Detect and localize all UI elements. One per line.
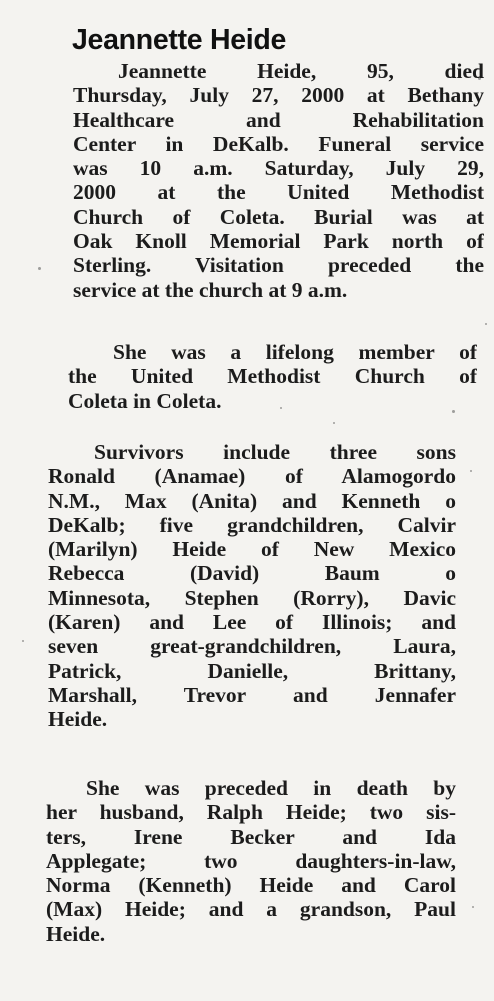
text-line: Coleta in Coleta. — [68, 388, 222, 413]
scan-speck — [22, 640, 24, 642]
text-line: She was a lifelong member of — [113, 340, 477, 364]
text-line: Rebecca (David) Baum o — [48, 561, 456, 586]
text-line: She was preceded in death by — [86, 776, 456, 800]
text-line: DeKalb; five grandchildren, Calvir — [48, 512, 456, 537]
text-line: 2000 at the United Methodist — [73, 180, 484, 205]
text-line: Applegate; two daughters-in-law, — [46, 848, 456, 873]
text-line: seven great-grandchildren, Laura, — [48, 634, 456, 659]
text-line: ters, Irene Becker and Ida — [46, 824, 456, 849]
text-line: her husband, Ralph Heide; two sis- — [46, 800, 456, 825]
text-line: Sterling. Visitation preceded the — [73, 253, 484, 278]
text-line: Center in DeKalb. Funeral service — [73, 131, 484, 156]
scan-speck — [472, 906, 474, 908]
text-line: the United Methodist Church of — [68, 364, 477, 389]
scan-speck — [38, 267, 41, 270]
obituary-headline: Jeannette Heide — [72, 24, 287, 56]
text-line: Thursday, July 27, 2000 at Bethany — [73, 83, 484, 108]
text-line: Marshall, Trevor and Jennafer — [48, 682, 456, 707]
text-line: service at the church at 9 a.m. — [73, 277, 348, 302]
text-line: Heide. — [48, 707, 108, 732]
text-line: Healthcare and Rehabilitation — [73, 107, 484, 132]
obituary-paragraph-survivors — [48, 440, 456, 732]
obituary-paragraph-service — [73, 59, 484, 302]
scan-speck — [485, 323, 487, 325]
text-line: Heide. — [46, 921, 106, 946]
text-line: (Marilyn) Heide of New Mexico — [48, 537, 456, 562]
text-line: N.M., Max (Anita) and Kenneth o — [48, 488, 456, 513]
text-line: Oak Knoll Memorial Park north of — [73, 229, 484, 254]
text-line: was 10 a.m. Saturday, July 29, — [73, 156, 484, 181]
text-line: Church of Coleta. Burial was at — [73, 204, 484, 229]
text-line: Patrick, Danielle, Brittany, — [48, 658, 456, 683]
text-line: (Karen) and Lee of Illinois; and — [48, 610, 456, 635]
obituary-paragraph-preceded — [46, 776, 456, 946]
scan-speck — [333, 422, 335, 424]
text-line: Norma (Kenneth) Heide and Carol — [46, 873, 456, 898]
text-line: (Max) Heide; and a grandson, Paul — [46, 897, 456, 922]
obituary-paragraph-membership — [68, 340, 477, 413]
scan-speck — [470, 470, 472, 472]
text-line: Ronald (Anamae) of Alamogordo — [48, 464, 456, 489]
text-line: Minnesota, Stephen (Rorry), Davic — [48, 585, 456, 610]
text-line: Jeannette Heide, 95, died — [118, 59, 484, 83]
text-line: Survivors include three sons — [94, 440, 456, 464]
